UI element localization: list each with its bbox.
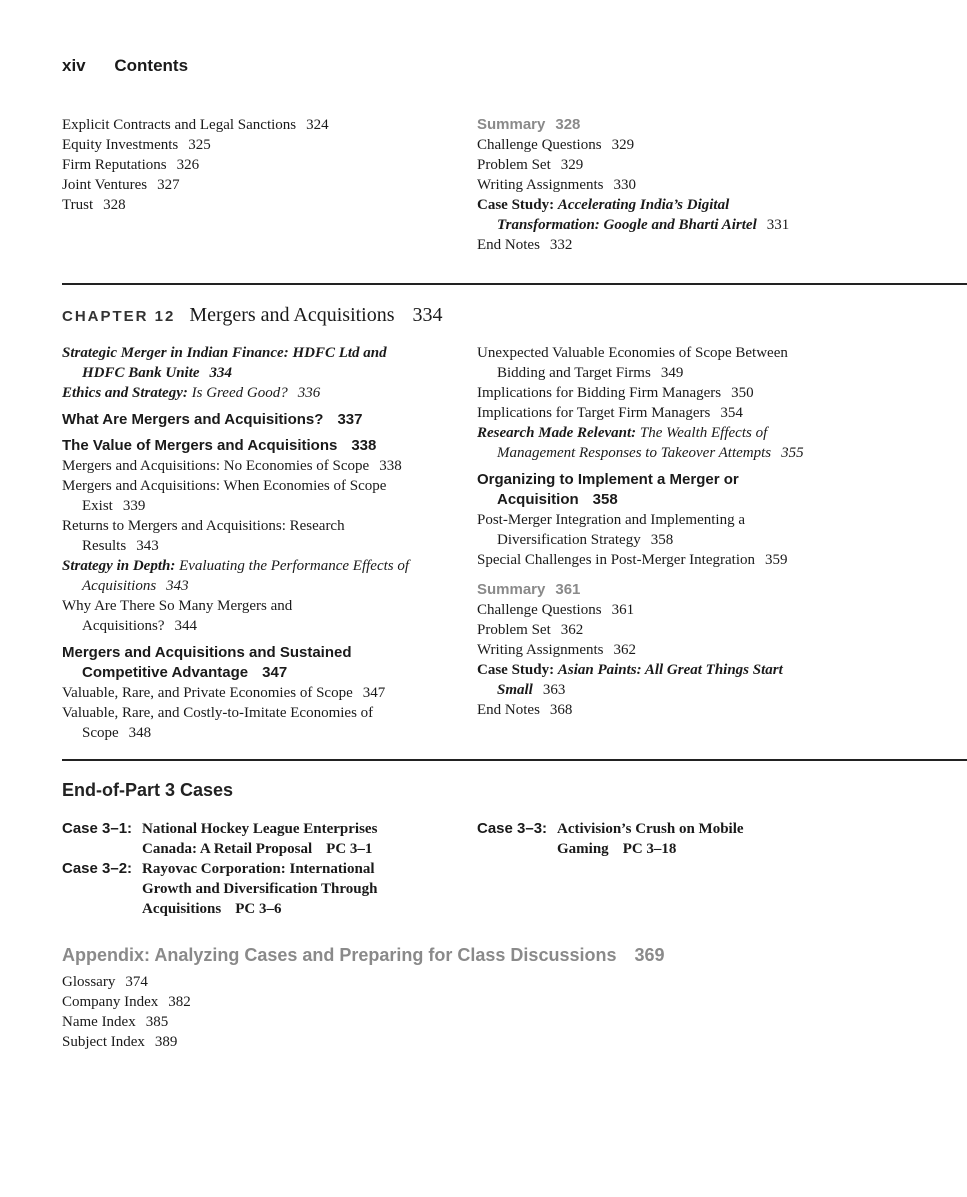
ethics-entry[interactable]: Ethics and Strategy: Is Greed Good? 336 [62,385,321,401]
end-part-title[interactable]: End-of-Part 3 Cases [62,780,234,800]
chapter-title: Mergers and Acquisitions [189,304,395,326]
section-heading[interactable]: What Are Mergers and Acquisitions? 337 [62,411,363,428]
page-number: xiv [62,56,86,75]
toc-entry[interactable]: Problem Set 362 [477,622,584,638]
case-entry[interactable]: Case 3–3: Activision’s Crush on Mobile Gaming PC 3–18 [477,820,744,857]
toc-entry[interactable]: Mergers and Acquisitions: When Economies of Scope Exist 339 [62,478,387,514]
toc-entry[interactable]: Challenge Questions 361 [477,602,635,618]
toc-entry[interactable]: Implications for Bidding Firm Managers 350 [477,385,754,401]
running-header [62,56,188,76]
chapter-heading[interactable] [62,303,443,329]
toc-entry[interactable]: Writing Assignments 330 [477,177,636,193]
toc-entry[interactable]: Explicit Contracts and Legal Sanctions 324 [62,117,329,133]
toc-entry[interactable]: Equity Investments 325 [62,137,211,153]
index-entry[interactable]: Subject Index 389 [62,1034,178,1050]
case-entry[interactable]: Case 3–2: Rayovac Corporation: International Growth and Diversification Through Acquisitions PC 3–6 [62,860,378,917]
case-study-entry[interactable]: Case Study: Accelerating India’s Digital Transformation: Google and Bharti Airtel 331 [477,197,790,233]
top-left-list [62,115,329,215]
toc-entry[interactable]: Why Are There So Many Mergers and Acquisitions? 344 [62,598,293,634]
toc-entry[interactable]: Special Challenges in Post-Merger Integration 359 [477,552,788,568]
index-list [62,972,191,1052]
toc-entry[interactable]: Post-Merger Integration and Implementing a Diversification Strategy 358 [477,512,745,548]
toc-entry[interactable]: Valuable, Rare, and Private Economies of Scope 347 [62,685,386,701]
toc-entry[interactable]: Implications for Target Firm Managers 354 [477,405,743,421]
toc-entry[interactable]: Firm Reputations 326 [62,157,200,173]
toc-entry[interactable]: Writing Assignments 362 [477,642,636,658]
summary-entry[interactable]: Summary 328 [477,116,581,133]
strategy-in-depth-entry[interactable]: Strategy in Depth: Evaluating the Performance Effects of Acquisitions 343 [62,558,410,594]
chapter-right-column [477,343,962,720]
section-heading[interactable]: The Value of Mergers and Acquisitions 338 [62,437,377,454]
toc-entry[interactable]: Problem Set 329 [477,157,584,173]
toc-entry[interactable]: Trust 328 [62,197,126,213]
toc-entry[interactable]: End Notes 368 [477,702,573,718]
section-heading[interactable]: Organizing to Implement a Merger or Acquisition 358 [477,471,739,508]
case-study-entry[interactable]: Case Study: Asian Paints: All Great Things Start Small 363 [477,662,783,698]
chapter-label: CHAPTER 12 [62,308,176,325]
index-entry[interactable]: Company Index 382 [62,994,191,1010]
appendix-entry[interactable]: Appendix: Analyzing Cases and Preparing for Class Discussions 369 [62,945,665,965]
section-heading[interactable]: Mergers and Acquisitions and Sustained Competitive Advantage 347 [62,644,352,681]
top-right-list [477,115,789,255]
section-rule [62,759,967,761]
chapter-left-column [62,343,467,743]
toc-entry[interactable]: Mergers and Acquisitions: No Economies of Scope 338 [62,458,402,474]
chapter-page: 334 [412,304,443,326]
toc-entry[interactable]: Returns to Mergers and Acquisitions: Research Results 343 [62,518,345,554]
research-entry[interactable]: Research Made Relevant: The Wealth Effects of Management Responses to Takeover Attempts 355 [477,425,804,461]
header-title: Contents [114,56,189,75]
toc-entry[interactable]: Valuable, Rare, and Costly-to-Imitate Economies of Scope 348 [62,705,374,741]
toc-entry[interactable]: Unexpected Valuable Economies of Scope Between Bidding and Target Firms 349 [477,345,788,381]
summary-entry[interactable]: Summary 361 [477,581,581,598]
toc-entry[interactable]: Challenge Questions 329 [477,137,635,153]
index-entry[interactable]: Name Index 385 [62,1014,169,1030]
toc-entry[interactable]: Joint Ventures 327 [62,177,180,193]
toc-entry[interactable]: End Notes 332 [477,237,573,253]
index-entry[interactable]: Glossary 374 [62,974,148,990]
section-rule [62,283,967,285]
case-entry[interactable]: Case 3–1: National Hockey League Enterprises Canada: A Retail Proposal PC 3–1 [62,820,378,857]
opening-case-entry[interactable]: Strategic Merger in Indian Finance: HDFC Ltd and HDFC Bank Unite 334 [62,345,387,381]
